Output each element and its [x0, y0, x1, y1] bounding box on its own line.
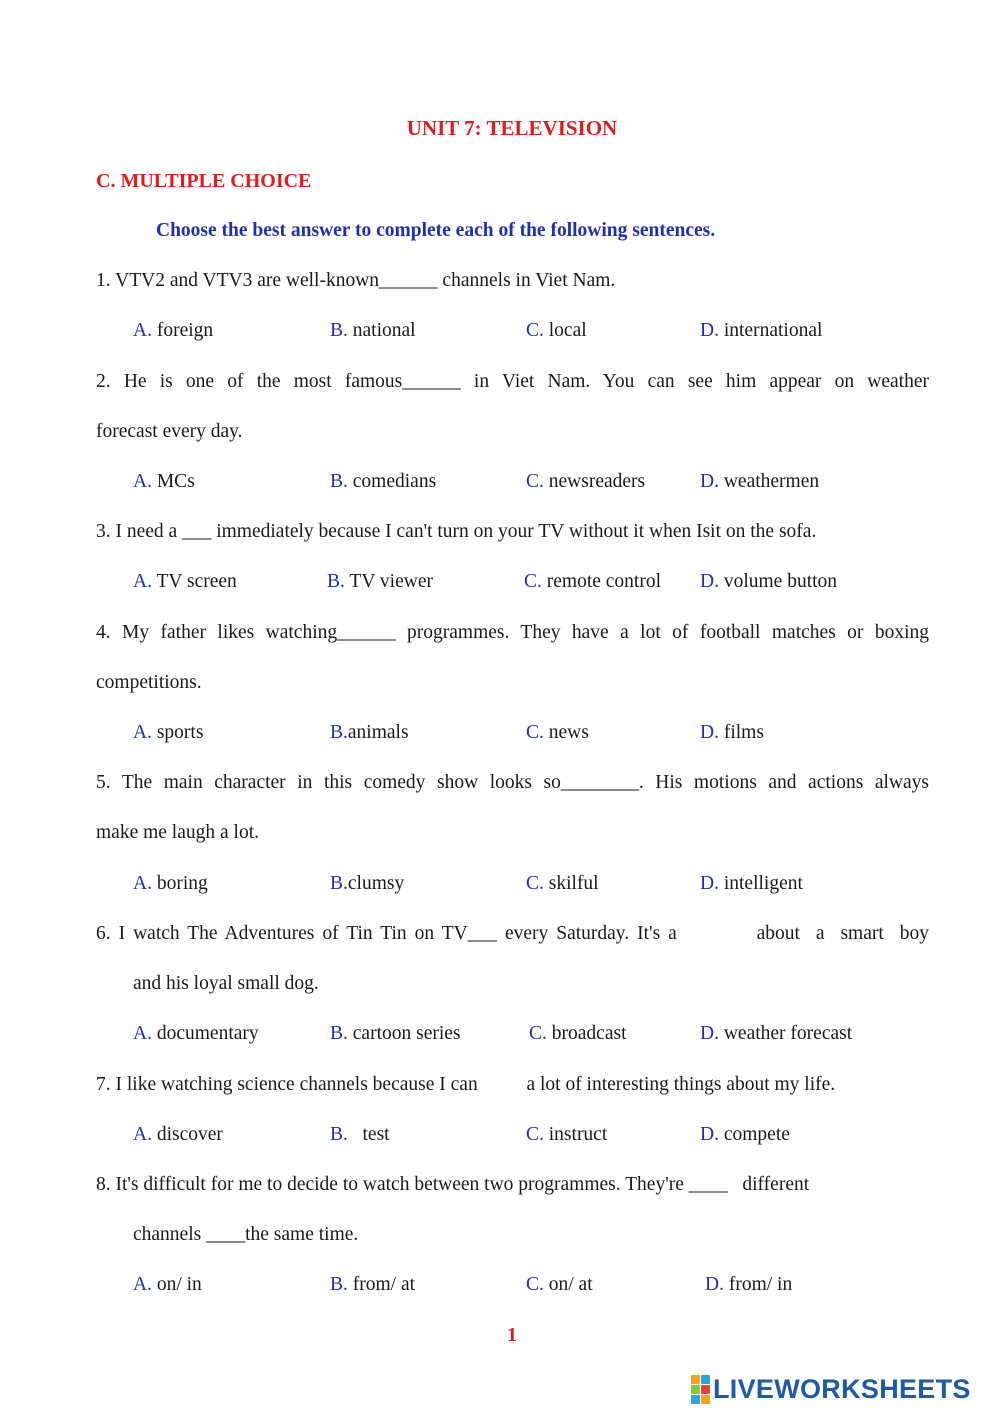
option-text: compete — [718, 1124, 790, 1145]
option-letter: D. — [700, 571, 719, 592]
question-text: 8. It's difficult for me to decide to watch between two programmes. They're ____ different — [96, 1174, 810, 1195]
option-text: newsreaders — [543, 471, 646, 492]
option-d[interactable] — [700, 1023, 852, 1045]
instructions: Choose the best answer to complete each of the following sentences. — [156, 220, 716, 241]
option-letter: D. — [700, 1023, 719, 1044]
question-text: 1. VTV2 and VTV3 are well-known______ channels in Viet Nam. — [96, 270, 616, 291]
option-c[interactable] — [526, 1124, 607, 1146]
question-text-continued: make me laugh a lot. — [96, 822, 259, 843]
option-text: national — [347, 320, 416, 341]
option-text: weathermen — [718, 471, 820, 492]
option-letter: C. — [524, 571, 542, 592]
section-title: C. MULTIPLE CHOICE — [96, 170, 312, 192]
option-d[interactable] — [705, 1274, 792, 1296]
option-letter: C. — [526, 1124, 544, 1145]
liveworksheets-icon — [691, 1375, 710, 1404]
option-d[interactable] — [700, 571, 837, 593]
option-text: broadcast — [546, 1023, 627, 1044]
option-letter: A. — [133, 1124, 152, 1145]
option-text: comedians — [347, 471, 437, 492]
option-d[interactable] — [700, 1124, 790, 1146]
question-text-continued: forecast every day. — [96, 421, 243, 442]
liveworksheets-logo[interactable] — [691, 1374, 971, 1405]
option-text: skilful — [543, 873, 599, 894]
option-text: remote control — [541, 571, 662, 592]
option-text: cartoon series — [347, 1023, 461, 1044]
option-letter: A. — [133, 320, 152, 341]
question-text-continued: competitions. — [96, 672, 202, 693]
option-letter: B. — [330, 873, 348, 894]
question-text: 6. I watch The Adventures of Tin Tin on TV___ every Saturday. It's a about a smart boy — [96, 923, 929, 944]
option-a[interactable] — [133, 1274, 202, 1296]
option-text: test — [347, 1124, 390, 1145]
option-letter: B. — [330, 1124, 348, 1145]
page-title: UNIT 7: TELEVISION — [406, 116, 618, 140]
option-letter: B. — [330, 471, 348, 492]
question-text: 2. He is one of the most famous______ in Viet Nam. You can see him appear on weather — [96, 371, 929, 392]
option-d[interactable] — [700, 471, 819, 493]
option-c[interactable] — [526, 873, 599, 895]
option-text: on/ in — [151, 1274, 202, 1295]
option-letter: A. — [133, 1274, 152, 1295]
option-a[interactable] — [133, 873, 208, 895]
option-text: international — [718, 320, 823, 341]
option-letter: A. — [133, 873, 152, 894]
option-letter: C. — [526, 873, 544, 894]
option-letter: C. — [529, 1023, 547, 1044]
option-d[interactable] — [700, 722, 764, 744]
option-text: from/ at — [347, 1274, 416, 1295]
option-text: on/ at — [543, 1274, 593, 1295]
option-text: MCs — [151, 471, 195, 492]
option-letter: C. — [526, 471, 544, 492]
option-a[interactable] — [133, 571, 237, 593]
question-text-continued: channels ____the same time. — [133, 1224, 359, 1245]
option-letter: D. — [700, 320, 719, 341]
option-a[interactable] — [133, 1124, 223, 1146]
brand-name: LIVEWORKSHEETS — [713, 1374, 971, 1404]
option-text: films — [718, 722, 764, 743]
option-c[interactable] — [524, 571, 661, 593]
question-text: 4. My father likes watching______ programmes. They have a lot of football matches or boxing — [96, 622, 929, 643]
option-letter: B. — [330, 1023, 348, 1044]
option-a[interactable] — [133, 722, 203, 744]
option-text: volume button — [718, 571, 838, 592]
option-text: TV viewer — [344, 571, 433, 592]
option-text: documentary — [151, 1023, 259, 1044]
option-text: local — [543, 320, 587, 341]
option-letter: A. — [133, 471, 152, 492]
option-text: news — [543, 722, 589, 743]
option-text: discover — [151, 1124, 223, 1145]
option-d[interactable] — [700, 320, 822, 342]
option-b[interactable] — [330, 320, 416, 342]
option-b[interactable] — [330, 1023, 461, 1045]
option-b[interactable] — [330, 873, 404, 895]
option-a[interactable] — [133, 320, 213, 342]
option-b[interactable] — [330, 1124, 390, 1146]
option-letter: B. — [330, 320, 348, 341]
option-text: TV screen — [151, 571, 237, 592]
option-letter: D. — [700, 1124, 719, 1145]
option-letter: D. — [705, 1274, 724, 1295]
option-letter: A. — [133, 722, 152, 743]
question-text: 7. I like watching science channels because I can a lot of interesting things about my life. — [96, 1074, 836, 1095]
option-text: clumsy — [347, 873, 405, 894]
option-letter: D. — [700, 471, 719, 492]
option-text: instruct — [543, 1124, 608, 1145]
question-text: 3. I need a ___ immediately because I can't turn on your TV without it when Isit on the sofa. — [96, 521, 817, 542]
question-text-continued: and his loyal small dog. — [133, 973, 319, 994]
option-letter: C. — [526, 722, 544, 743]
option-c[interactable] — [529, 1023, 626, 1045]
option-text: intelligent — [718, 873, 803, 894]
option-letter: D. — [700, 873, 719, 894]
option-text: from/ in — [723, 1274, 793, 1295]
question-text: 5. The main character in this comedy show looks so________. His motions and actions always — [96, 772, 929, 793]
option-c[interactable] — [526, 320, 587, 342]
option-letter: C. — [526, 1274, 544, 1295]
option-text: animals — [347, 722, 409, 743]
option-b[interactable] — [330, 1274, 415, 1296]
option-letter: B. — [327, 571, 345, 592]
option-a[interactable] — [133, 471, 195, 493]
option-text: foreign — [151, 320, 214, 341]
option-letter: C. — [526, 320, 544, 341]
option-text: sports — [151, 722, 204, 743]
option-letter: B. — [330, 722, 348, 743]
option-a[interactable] — [133, 1023, 259, 1045]
option-b[interactable] — [327, 571, 433, 593]
option-letter: B. — [330, 1274, 348, 1295]
option-letter: A. — [133, 1023, 152, 1044]
option-c[interactable] — [526, 722, 589, 744]
option-c[interactable] — [526, 1274, 593, 1296]
option-b[interactable] — [330, 471, 436, 493]
option-letter: D. — [700, 722, 719, 743]
option-text: weather forecast — [718, 1023, 853, 1044]
option-text: boring — [151, 873, 208, 894]
page-number: 1 — [507, 1324, 517, 1346]
option-b[interactable] — [330, 722, 409, 744]
option-c[interactable] — [526, 471, 645, 493]
option-letter: A. — [133, 571, 152, 592]
option-d[interactable] — [700, 873, 803, 895]
